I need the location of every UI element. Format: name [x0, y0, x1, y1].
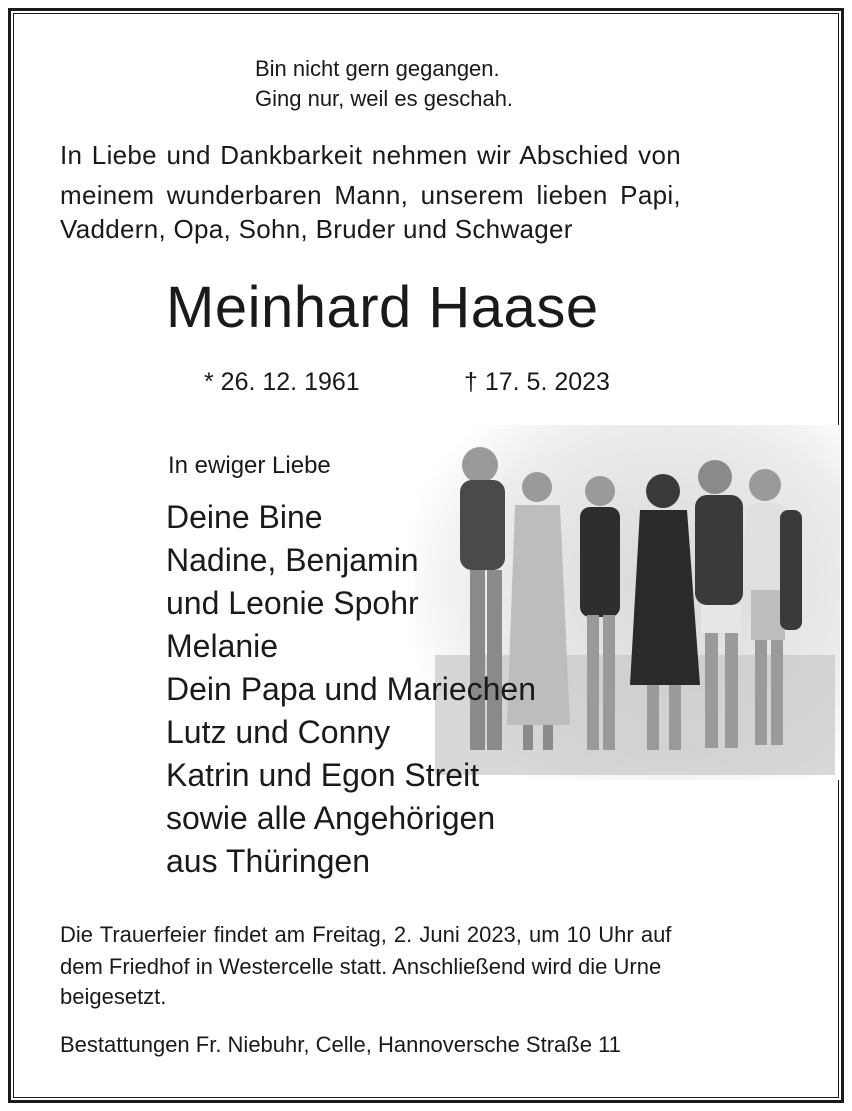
death-date: † 17. 5. 2023 — [464, 368, 610, 396]
family-photo — [415, 425, 840, 780]
mourner-line: Dein Papa und Mariechen — [166, 671, 537, 707]
undertaker-line: Bestattungen Fr. Niebuhr, Celle, Hannoversche Straße 11 — [60, 1032, 621, 1057]
mourner-line: aus Thüringen — [166, 843, 370, 879]
mourner-line: Lutz und Conny — [166, 714, 391, 750]
mourner-line: sowie alle Angehörigen — [166, 800, 496, 836]
birth-date: * 26. 12. 1961 — [204, 368, 360, 396]
mourner-line: Nadine, Benjamin — [166, 542, 419, 578]
funeral-line-3: beigesetzt. — [60, 984, 167, 1009]
in-love-heading: In ewiger Liebe — [168, 452, 331, 479]
mourner-line: Katrin und Egon Streit — [166, 757, 480, 793]
mourner-line: Melanie — [166, 628, 279, 664]
funeral-line-1: Die Trauerfeier findet am Freitag, 2. Juni 2023, um 10 Uhr auf — [60, 922, 672, 947]
intro-line-3: Vaddern, Opa, Sohn, Bruder und Schwager — [60, 214, 573, 244]
poem-line-1: Bin nicht gern gegangen. — [255, 56, 500, 81]
funeral-line-2: dem Friedhof in Westercelle statt. Anschließend wird die Urne — [60, 954, 662, 979]
mourner-line: und Leonie Spohr — [166, 585, 419, 621]
intro-line-1: In Liebe und Dankbarkeit nehmen wir Abschied von — [60, 140, 681, 170]
poem-line-2: Ging nur, weil es geschah. — [255, 86, 514, 111]
family-photo-image — [415, 425, 840, 780]
deceased-name: Meinhard Haase — [166, 275, 599, 340]
intro-line-2: meinem wunderbaren Mann, unserem lieben Papi, — [60, 180, 681, 210]
mourner-line: Deine Bine — [166, 499, 323, 535]
